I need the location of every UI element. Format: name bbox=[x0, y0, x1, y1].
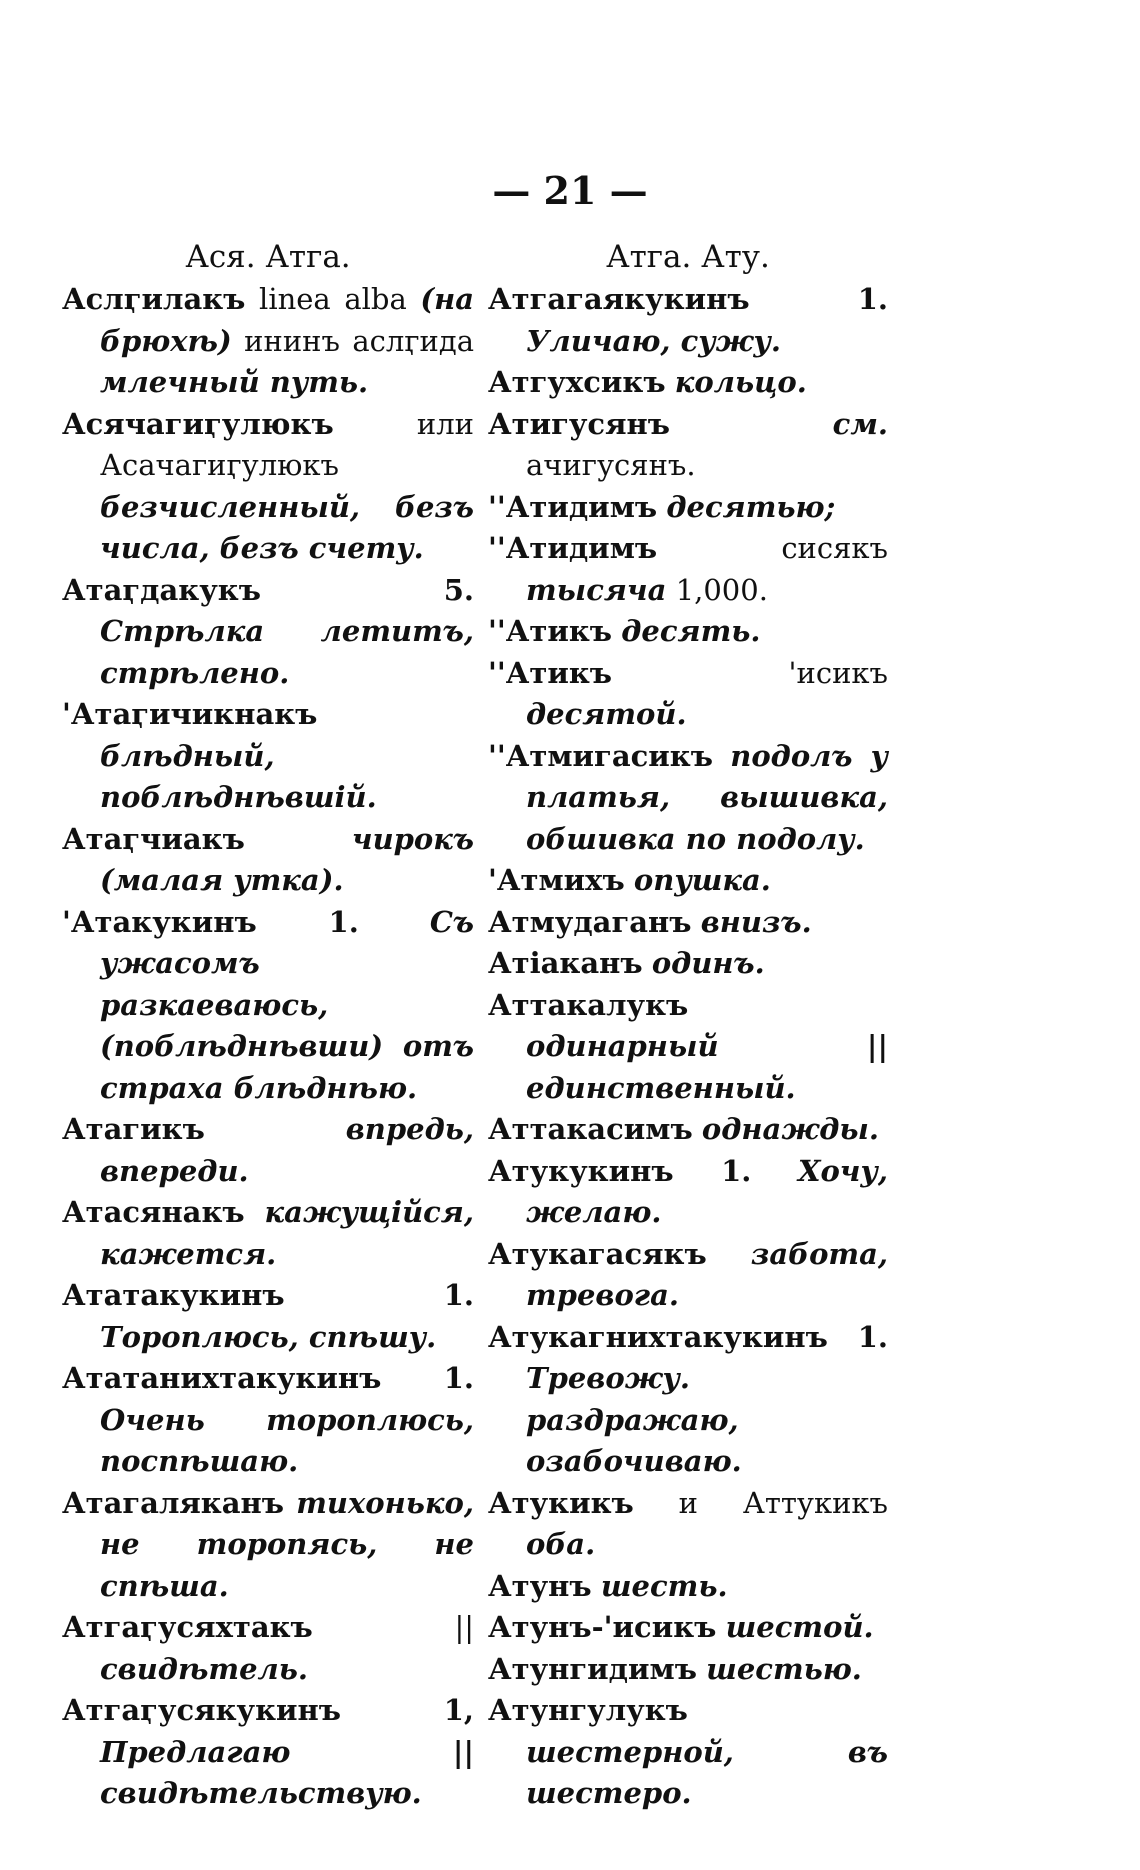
headword: Атгагаякукинъ 1. bbox=[488, 282, 888, 316]
dictionary-entry bbox=[488, 1151, 888, 1234]
headword: ''Атидимъ bbox=[488, 531, 658, 565]
dictionary-entry bbox=[488, 528, 888, 611]
entry-translation: чирокъ (малая утка). bbox=[100, 821, 474, 897]
dictionary-entry bbox=[62, 1192, 474, 1275]
headword: Аттакасимъ bbox=[488, 1112, 693, 1146]
headword: Атаӷчиакъ bbox=[62, 821, 245, 856]
dictionary-entry bbox=[488, 1317, 888, 1483]
entry-text: ачигусянъ. bbox=[526, 448, 696, 482]
entry-text: или bbox=[416, 406, 474, 441]
headword: Атукикъ bbox=[488, 1485, 634, 1520]
dictionary-entry bbox=[62, 902, 474, 1110]
entry-translation: безчисленный, безъ числа, безъ счету. bbox=[100, 489, 474, 565]
headword: Асячагиӷулюкъ bbox=[62, 406, 334, 441]
headword: Атгухсикъ bbox=[488, 365, 666, 399]
dictionary-entry bbox=[488, 1109, 888, 1151]
dictionary-entry bbox=[62, 1109, 474, 1192]
left-column bbox=[62, 235, 474, 1815]
dictionary-entry bbox=[488, 653, 888, 736]
entry-translation: свидѣтель. bbox=[100, 1651, 308, 1686]
entry-text: 1,000. bbox=[675, 572, 768, 607]
dictionary-entry bbox=[62, 279, 474, 404]
left-column-header: Ася. Атга. bbox=[185, 239, 351, 275]
dictionary-entry bbox=[488, 1690, 888, 1815]
headword: Ататакукинъ 1. bbox=[62, 1278, 474, 1312]
dictionary-entry bbox=[488, 1649, 888, 1691]
entry-text: и bbox=[678, 1485, 698, 1520]
entry-translation: тысяча bbox=[526, 572, 667, 607]
entry-translation: шестерной, въ шестеро. bbox=[526, 1734, 888, 1810]
entry-translation: Уличаю, сужу. bbox=[526, 323, 781, 358]
entry-translation: оба. bbox=[526, 1527, 596, 1561]
dictionary-entry bbox=[488, 611, 888, 653]
entry-translation: десятью; bbox=[666, 489, 836, 524]
headword: Атукагасякъ bbox=[488, 1236, 707, 1271]
headword: Аттакалукъ bbox=[488, 987, 689, 1022]
entry-text: Асачагиӷулюкъ bbox=[100, 448, 339, 482]
entry-translation: см. bbox=[832, 406, 888, 441]
entry-translation: десять. bbox=[621, 614, 761, 648]
headword: Атгаӷусяхтакъ bbox=[62, 1610, 313, 1644]
entry-text: сисякъ bbox=[781, 531, 888, 565]
dictionary-entry bbox=[488, 487, 888, 529]
dictionary-entry bbox=[488, 736, 888, 861]
entry-translation: однажды. bbox=[701, 1112, 879, 1146]
headword: Атигусянъ bbox=[488, 406, 670, 441]
headword: Атаӷдакукъ 5. bbox=[62, 572, 474, 607]
entry-translation: кажущійся, кажется. bbox=[100, 1195, 474, 1271]
entry-translation: Предлагаю || свидѣтельствую. bbox=[100, 1734, 474, 1810]
headword: Атунгулукъ bbox=[488, 1693, 688, 1727]
entry-translation: шестой. bbox=[725, 1610, 874, 1644]
dictionary-entry bbox=[488, 1607, 888, 1649]
headword: Атукукинъ 1. bbox=[488, 1153, 752, 1188]
headword: Аслӷилакъ bbox=[62, 282, 246, 316]
entry-translation: шесть. bbox=[600, 1568, 728, 1603]
headword: Атмудаганъ bbox=[488, 904, 692, 939]
entry-translation: млечный путь. bbox=[100, 365, 369, 399]
dictionary-entry bbox=[62, 1275, 474, 1358]
entry-translation: тихонько, не торопясь, не спѣша. bbox=[100, 1485, 474, 1603]
entry-translation: Съ ужасомъ разкаеваюсь, (поблѣднѣвши) отъ страха блѣднѣю. bbox=[100, 904, 475, 1105]
entry-text: 'исикъ bbox=[788, 655, 888, 690]
headword: 'Атмихъ bbox=[488, 863, 625, 897]
entry-translation: подолъ у платья, вышивка, обшивка по подолу. bbox=[526, 738, 888, 856]
dictionary-entry bbox=[62, 694, 474, 819]
entry-translation: впредь, впереди. bbox=[100, 1112, 474, 1188]
headword: Атгаӷусякукинъ 1, bbox=[62, 1693, 474, 1727]
headword: Атіаканъ bbox=[488, 946, 643, 980]
dictionary-entry bbox=[62, 404, 474, 570]
headword: Атагаляканъ bbox=[62, 1485, 285, 1520]
dictionary-entry bbox=[488, 943, 888, 985]
headword: ''Атикъ bbox=[488, 655, 613, 690]
headword: Атукагнихтакукинъ 1. bbox=[488, 1319, 888, 1354]
entry-text: linea alba bbox=[259, 282, 407, 316]
dictionary-entry bbox=[488, 362, 888, 404]
dictionary-entry bbox=[488, 404, 888, 487]
headword: ''Атидимъ bbox=[488, 489, 658, 524]
entry-translation: Очень тороплюсь, поспѣшаю. bbox=[100, 1402, 474, 1478]
entry-translation: шестью. bbox=[706, 1651, 862, 1686]
entry-translation: десятой. bbox=[526, 697, 687, 731]
dictionary-entry bbox=[62, 819, 474, 902]
entry-translation: внизъ. bbox=[700, 904, 812, 939]
dictionary-entry bbox=[62, 1690, 474, 1815]
dictionary-entry bbox=[62, 1483, 474, 1608]
dictionary-entry bbox=[488, 279, 888, 362]
dictionary-entry bbox=[488, 902, 888, 944]
dictionary-entry bbox=[488, 860, 888, 902]
entry-text: Аттукикъ bbox=[742, 1485, 889, 1520]
dictionary-entry bbox=[488, 985, 888, 1110]
entry-text: ининъ аслӷида bbox=[244, 323, 475, 358]
left-entries bbox=[62, 279, 474, 1815]
headword: 'Атакукинъ 1. bbox=[62, 904, 359, 939]
dictionary-entry bbox=[62, 1607, 474, 1690]
entry-translation: Стрѣлка летитъ, стрѣлено. bbox=[100, 614, 474, 690]
headword: 'Атаӷичикнакъ bbox=[62, 697, 318, 731]
entry-translation: одинарный || единственный. bbox=[526, 1029, 888, 1105]
entry-translation: блѣдный, поблѣднѣвшій. bbox=[100, 738, 377, 814]
entry-translation: Тороплюсь, спѣшу. bbox=[100, 1319, 437, 1354]
headword: Атунъ-'исикъ bbox=[488, 1610, 717, 1644]
right-column bbox=[488, 235, 888, 1815]
headword: Ататанихтакукинъ 1. bbox=[62, 1361, 474, 1395]
entry-translation: забота, тревога. bbox=[526, 1236, 888, 1312]
headword: ''Атикъ bbox=[488, 614, 613, 648]
entry-translation: Тревожу. раздражаю, озабочиваю. bbox=[526, 1361, 742, 1478]
headword: Атагикъ bbox=[62, 1112, 205, 1146]
dictionary-entry bbox=[62, 570, 474, 695]
entry-translation: опушка. bbox=[633, 863, 771, 897]
entry-translation: (на брюхѣ) bbox=[100, 282, 475, 358]
entry-text: || bbox=[454, 1610, 474, 1644]
dictionary-entry bbox=[62, 1358, 474, 1483]
headword: Атунъ bbox=[488, 1568, 592, 1603]
entry-translation: Хочу, желаю. bbox=[526, 1153, 888, 1229]
right-entries bbox=[488, 279, 888, 1815]
entry-translation: кольцо. bbox=[674, 365, 807, 399]
dictionary-entry bbox=[488, 1234, 888, 1317]
headword: ''Атмигасикъ bbox=[488, 738, 713, 773]
dictionary-entry bbox=[488, 1483, 888, 1566]
headword: Атунгидимъ bbox=[488, 1651, 697, 1686]
entry-translation: одинъ. bbox=[651, 946, 765, 980]
page-number: — 21 — bbox=[492, 168, 648, 213]
headword: Атасянакъ bbox=[62, 1195, 245, 1229]
dictionary-entry bbox=[488, 1566, 888, 1608]
right-column-header: Атга. Ату. bbox=[606, 239, 770, 275]
